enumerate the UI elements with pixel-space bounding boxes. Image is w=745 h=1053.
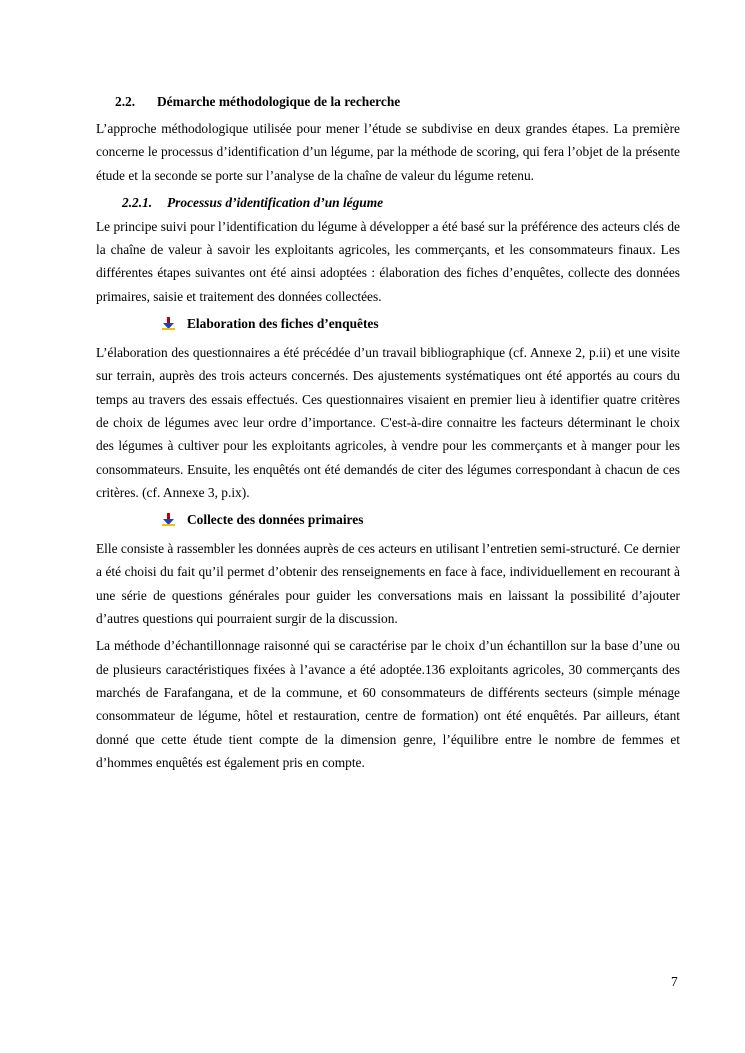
section-heading xyxy=(96,90,680,113)
document-body xyxy=(96,90,680,776)
elaboration-paragraph: L’élaboration des questionnaires a été précédée d’un travail bibliographique (cf. Annexe 2, p.ii) et une visite sur terrain, auprès des trois acteurs concernés. Des ajustements systématiques ont été apportés au cours du temps au travers des essais effectués. Ces questionnaires visaient en premier lieu à identifier quatre critères de choix de légumes avec leur ordre d’importance. C'est-à-dire connaitre les facteurs déterminant le choix des légumes à cultiver pour les exploitants agricoles, à vendre pour les commerçants et à manger pour les consommateurs. Ensuite, les enquêtés ont été demandés de citer des légumes correspondant à chacun de ces critères. (cf. Annexe 3, p.ix). xyxy=(96,345,680,500)
page-number: 7 xyxy=(671,974,678,989)
subsection-heading xyxy=(96,191,680,214)
bullet-heading-elaboration xyxy=(96,312,680,335)
collecte-paragraph-1: Elle consiste à rassembler les données auprès de ces acteurs en utilisant l’entretien semi-structuré. Ce dernier a été choisi du fait qu’il permet d’obtenir des renseignements en face à face, individuellement en recourant à une série de questions générales pour guider les conversations mais en laissant la possibilité d’ajouter d’autres questions qui pourraient surgir de la discussion. xyxy=(96,541,680,627)
bullet-title-elaboration: Elaboration des fiches d’enquêtes xyxy=(187,316,379,332)
subsection-title: Processus d’identification d’un légume xyxy=(167,194,384,210)
down-arrow-icon xyxy=(162,317,175,330)
intro-paragraph: L’approche méthodologique utilisée pour mener l’étude se subdivise en deux grandes étapes. La première concerne le processus d’identification d’un légume, par la méthode de scoring, qui fera l’objet de la présente étude et la seconde se porte sur l’analyse de la chaîne de valeur du légume retenu. xyxy=(96,121,680,183)
down-arrow-icon xyxy=(162,513,175,526)
collecte-paragraph-2: La méthode d’échantillonnage raisonné qui se caractérise par le choix d’un échantillon sur la base d’une ou de plusieurs caractéristiques fixées à l’avance a été adoptée.136 exploitants agricoles, 30 commerçants des marchés de Farafangana, et de la commune, et 60 consommateurs de différents secteurs (simple ménage consommateur de légume, hôtel et restauration, centre de formation) ont été enquêtés. Par ailleurs, étant donné que cette étude tient compte de la dimension genre, l’équilibre entre le nombre de femmes et d’hommes enquêtés est également pris en compte. xyxy=(96,638,680,770)
bullet-title-collecte: Collecte des données primaires xyxy=(187,512,364,528)
section-number: 2.2. xyxy=(115,94,136,109)
subsection-paragraph: Le principe suivi pour l’identification du légume à développer a été basé sur la préférence des acteurs clés de la chaîne de valeur à savoir les exploitants agricoles, les commerçants, et les consommateurs finaux. Les différentes étapes suivantes ont été ainsi adoptées : élaboration des fiches d’enquêtes, collecte des données primaires, saisie et traitement des données collectées. xyxy=(96,218,680,304)
section-title: Démarche méthodologique de la recherche xyxy=(157,94,401,109)
bullet-heading-collecte xyxy=(96,508,680,531)
subsection-number: 2.2.1. xyxy=(122,194,153,210)
